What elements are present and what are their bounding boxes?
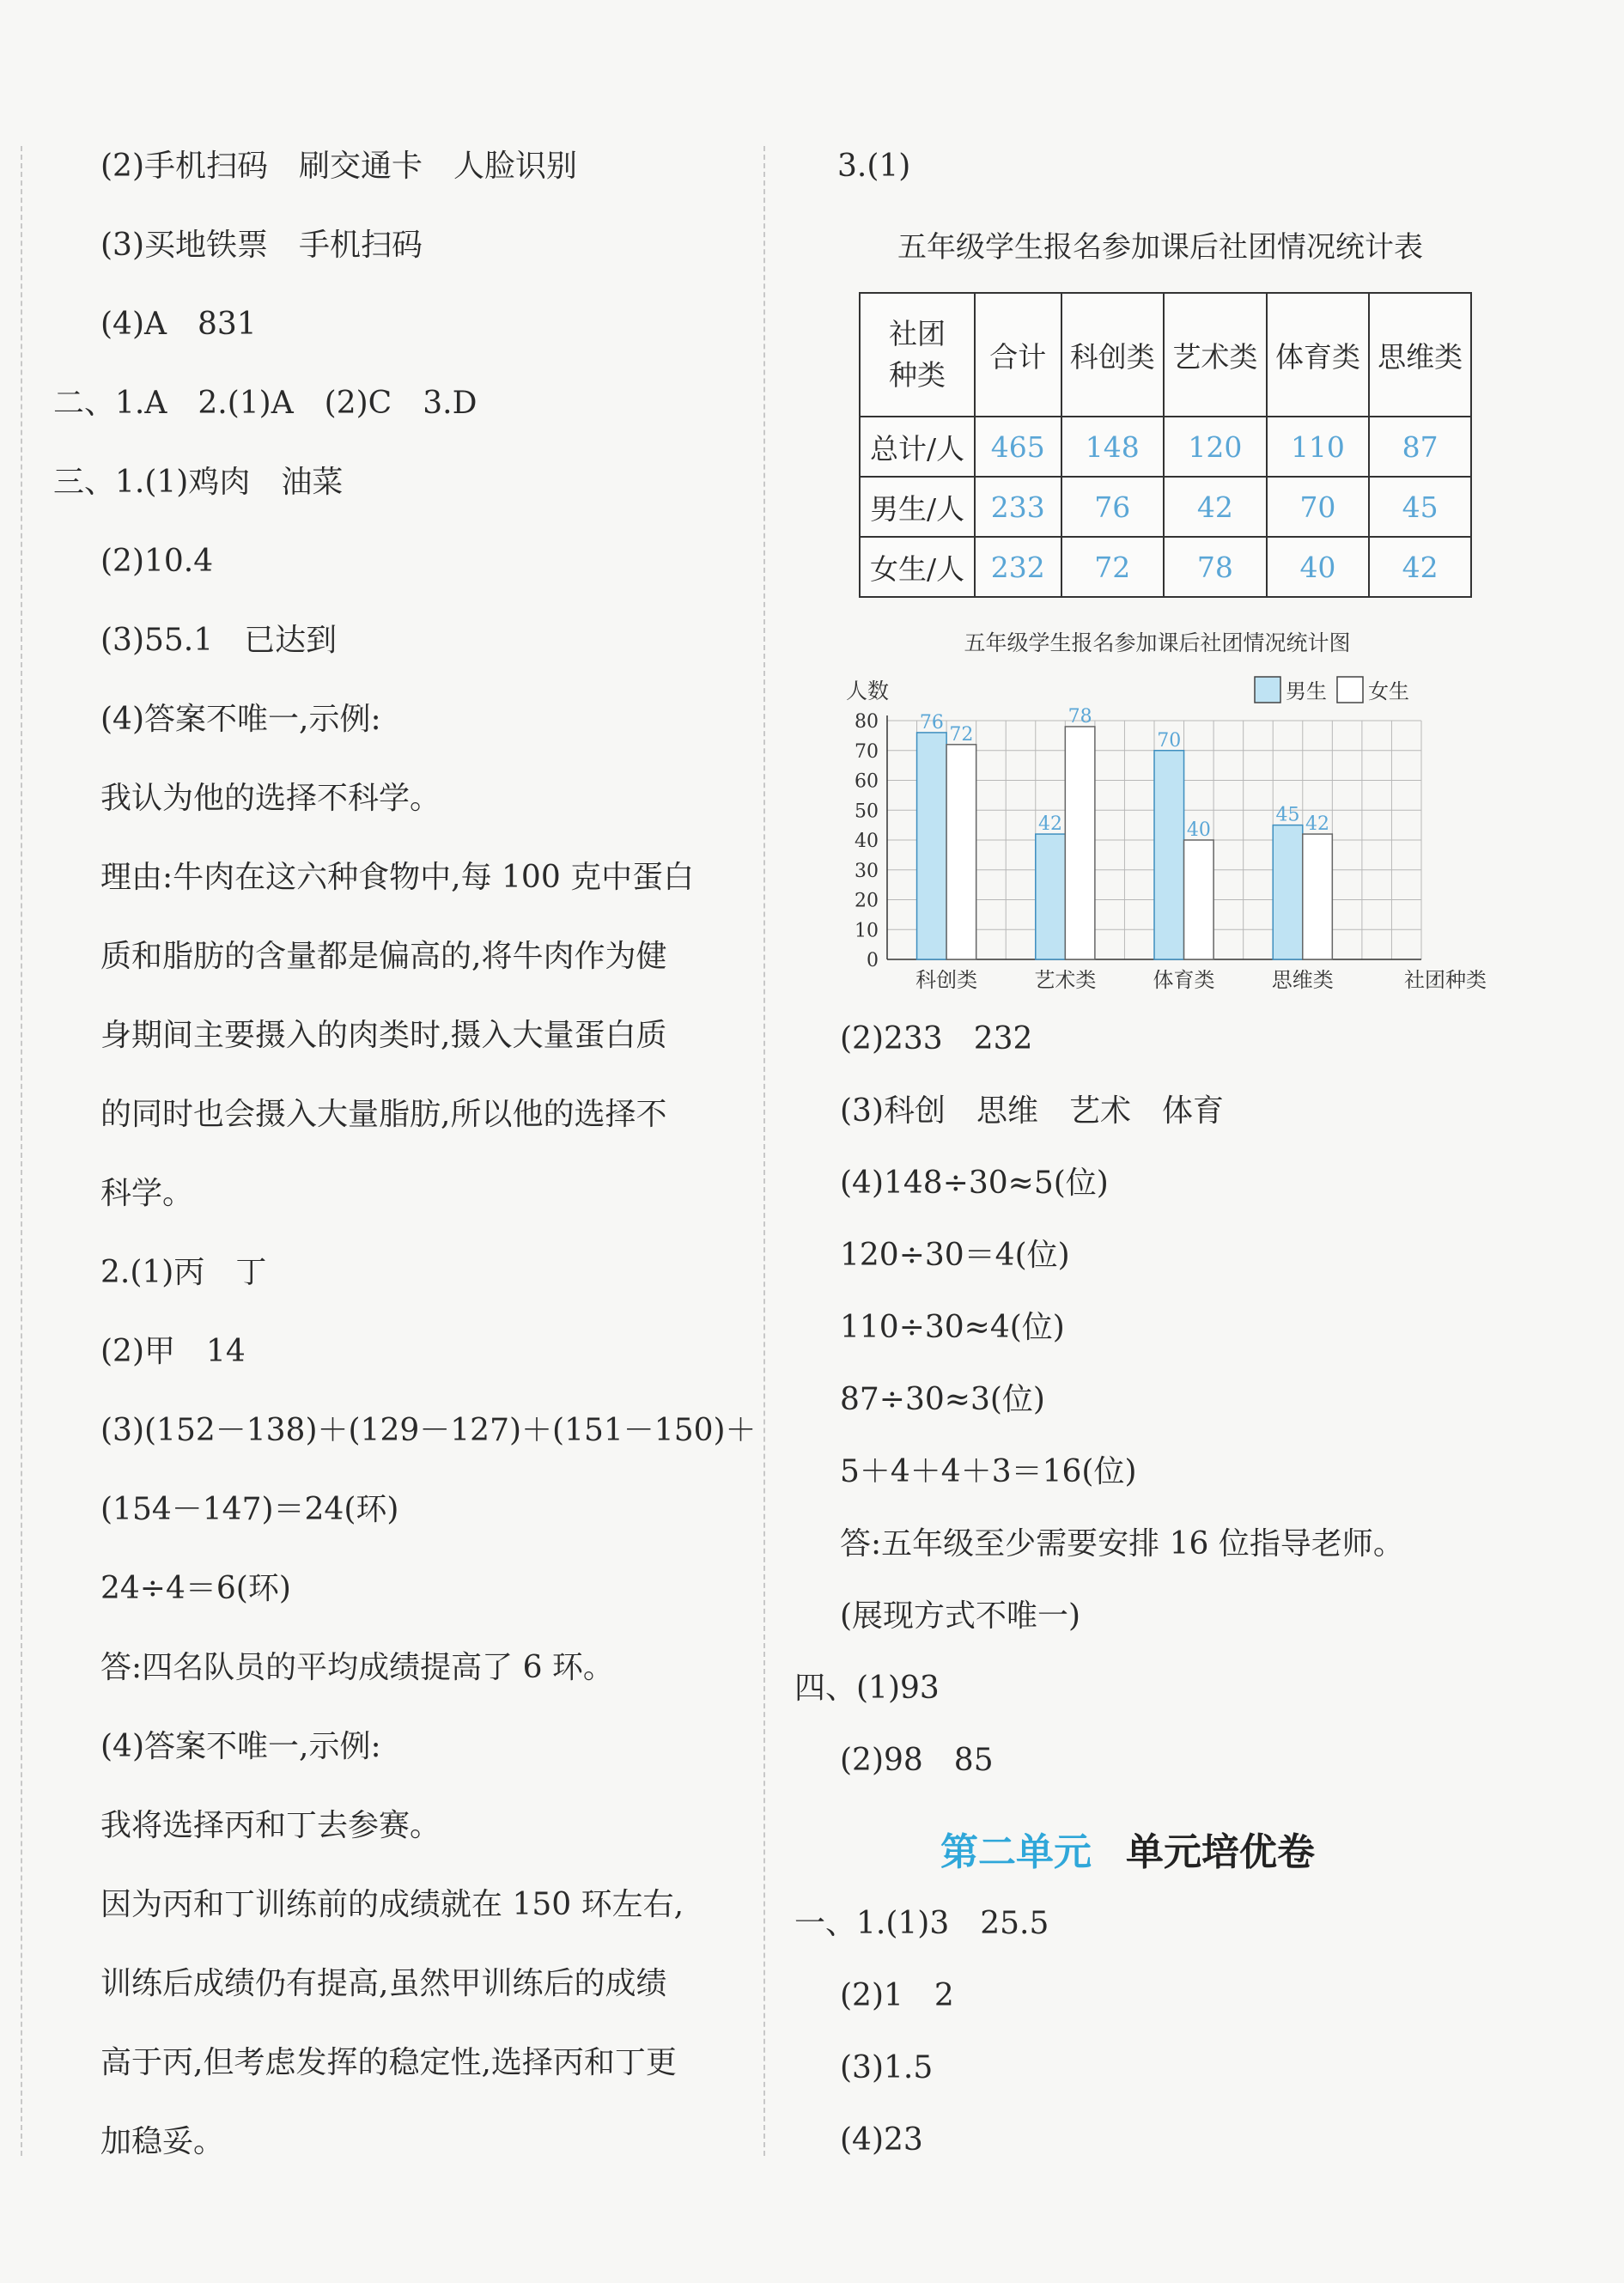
table-row <box>860 477 1471 537</box>
answer-line: (2)手机扫码 刷交通卡 人脸识别 <box>100 149 577 184</box>
answer-line: 答:五年级至少需要安排 16 位指导老师。 <box>840 1526 1404 1562</box>
x-tick-label: 科创类 <box>915 968 978 992</box>
section-two-line: 二、1.A 2.(1)A (2)C 3.D <box>53 386 477 421</box>
section-four-line: 四、(1)93 <box>794 1671 940 1706</box>
table-cell: 70 <box>1267 477 1370 537</box>
bar-chart <box>837 623 1487 992</box>
answer-line: (2)233 232 <box>840 1021 1033 1056</box>
y-tick-label: 80 <box>855 711 879 733</box>
bar-value-label: 78 <box>1067 705 1092 728</box>
answer-line: 答:四名队员的平均成绩提高了 6 环。 <box>100 1650 614 1685</box>
table-header-cell: 科创类 <box>1061 293 1165 417</box>
question-three-label: 3.(1) <box>837 149 911 184</box>
bar-female <box>1303 834 1333 959</box>
table-cell: 87 <box>1369 417 1471 477</box>
table-cell: 232 <box>975 537 1061 597</box>
unit-title-part2: 单元培优卷 <box>1126 1830 1315 1874</box>
bar-male <box>1154 751 1184 959</box>
unit-title-part1: 第二单元 <box>940 1830 1092 1874</box>
table-cell: 42 <box>1369 537 1471 597</box>
table-row <box>860 537 1471 597</box>
header-corner-text: 社团 种类 <box>889 317 946 392</box>
answer-line: (2)10.4 <box>100 544 214 579</box>
bar-male <box>1036 834 1066 959</box>
answer-line: 因为丙和丁训练前的成绩就在 150 环左右, <box>100 1887 684 1922</box>
table-cell: 148 <box>1061 417 1165 477</box>
table-header-cell: 合计 <box>975 293 1061 417</box>
table-cell: 72 <box>1061 537 1165 597</box>
answer-line: 87÷30≈3(位) <box>840 1382 1045 1417</box>
legend-label-male: 男生 <box>1286 679 1327 703</box>
answer-line: 理由:牛肉在这六种食物中,每 100 克中蛋白 <box>100 860 695 895</box>
answer-line: 24÷4＝6(环) <box>100 1571 291 1606</box>
answer-line: 质和脂肪的含量都是偏高的,将牛肉作为健 <box>100 939 667 974</box>
unit-title <box>940 1821 1315 1876</box>
y-tick-label: 10 <box>855 920 879 942</box>
bar-value-label: 76 <box>919 711 944 734</box>
answer-line: 我将选择丙和丁去参赛。 <box>100 1808 441 1843</box>
answer-line: (4)答案不唯一,示例: <box>100 702 381 737</box>
left-margin-divider <box>21 146 22 2156</box>
x-tick-label: 艺术类 <box>1034 968 1097 992</box>
table-cell: 42 <box>1164 477 1267 537</box>
answer-line: 的同时也会摄入大量脂肪,所以他的选择不 <box>100 1097 667 1132</box>
answer-line: (154－147)＝24(环) <box>100 1492 399 1527</box>
answer-line: (2)甲 14 <box>100 1334 246 1369</box>
row-label: 女生/人 <box>860 537 975 597</box>
answer-line: 110÷30≈4(位) <box>840 1310 1065 1345</box>
bar-female <box>1065 727 1095 959</box>
x-tick-label: 思维类 <box>1271 968 1334 992</box>
y-tick-label: 70 <box>855 740 879 763</box>
answer-line: (3)55.1 已达到 <box>100 623 338 658</box>
y-tick-label: 60 <box>855 770 879 793</box>
bar-value-label: 72 <box>949 723 974 746</box>
answer-line: 2.(1)丙 丁 <box>100 1255 267 1290</box>
answer-line: (2)98 85 <box>840 1743 994 1778</box>
legend-swatch-male <box>1255 677 1280 703</box>
x-axis-label: 社团种类 <box>1404 968 1487 992</box>
y-axis-label: 人数 <box>846 679 890 703</box>
bar-value-label: 70 <box>1157 729 1182 752</box>
answer-line: (4)答案不唯一,示例: <box>100 1729 381 1764</box>
bar-male <box>1273 825 1303 959</box>
answer-line: (3)科创 思维 艺术 体育 <box>840 1093 1224 1129</box>
answer-line: (4)23 <box>840 2122 923 2158</box>
table-cell: 233 <box>975 477 1061 537</box>
chart-title: 五年级学生报名参加课后社团情况统计图 <box>964 630 1351 655</box>
table-cell: 76 <box>1061 477 1165 537</box>
answer-line: 我认为他的选择不科学。 <box>100 781 441 816</box>
section-one-line: 一、1.(1)3 25.5 <box>794 1906 1049 1941</box>
y-tick-label: 30 <box>855 860 879 882</box>
answer-line: (4)148÷30≈5(位) <box>840 1166 1109 1201</box>
y-tick-label: 50 <box>855 801 879 823</box>
bar-male <box>917 733 947 959</box>
table-cell: 40 <box>1267 537 1370 597</box>
y-tick-label: 40 <box>855 831 879 852</box>
legend-label-female: 女生 <box>1368 679 1409 703</box>
table-header-cell <box>860 293 975 417</box>
bar-value-label: 42 <box>1305 813 1330 836</box>
answer-line: 科学。 <box>100 1176 194 1211</box>
table-cell: 45 <box>1369 477 1471 537</box>
answer-line: 5＋4＋4＋3＝16(位) <box>840 1454 1137 1489</box>
answer-line: (2)1 2 <box>840 1978 954 2013</box>
row-label: 男生/人 <box>860 477 975 537</box>
answer-line: (3)1.5 <box>840 2050 934 2085</box>
row-label: 总计/人 <box>860 417 975 477</box>
bar-value-label: 45 <box>1275 804 1300 826</box>
answer-line: 120÷30＝4(位) <box>840 1238 1070 1273</box>
table-row <box>860 417 1471 477</box>
answer-line: (4)A 831 <box>100 307 257 342</box>
table-cell: 120 <box>1164 417 1267 477</box>
bar-female <box>1184 840 1214 959</box>
answer-line: 高于丙,但考虑发挥的稳定性,选择丙和丁更 <box>100 2045 677 2080</box>
legend-swatch-female <box>1337 677 1363 703</box>
answer-line: (3)买地铁票 手机扫码 <box>100 228 423 263</box>
bar-value-label: 40 <box>1186 819 1211 841</box>
section-three-line: 三、1.(1)鸡肉 油菜 <box>53 465 344 500</box>
table-cell: 110 <box>1267 417 1370 477</box>
statistics-table <box>859 292 1472 598</box>
x-tick-label: 体育类 <box>1153 968 1215 992</box>
answer-line: 加稳妥。 <box>100 2124 225 2159</box>
bar-female <box>946 745 976 959</box>
table-header-cell: 思维类 <box>1369 293 1471 417</box>
column-divider <box>763 146 765 2156</box>
answer-line: 身期间主要摄入的肉类时,摄入大量蛋白质 <box>100 1018 667 1053</box>
table-cell: 465 <box>975 417 1061 477</box>
y-tick-label: 0 <box>867 950 879 971</box>
table-header-cell: 体育类 <box>1267 293 1370 417</box>
table-header-row <box>860 293 1471 417</box>
answer-line: (展现方式不唯一) <box>840 1598 1081 1634</box>
table-header-cell: 艺术类 <box>1164 293 1267 417</box>
table-cell: 78 <box>1164 537 1267 597</box>
answer-line: 训练后成绩仍有提高,虽然甲训练后的成绩 <box>100 1966 667 2001</box>
table-title: 五年级学生报名参加课后社团情况统计表 <box>897 230 1423 265</box>
y-tick-label: 20 <box>855 890 879 912</box>
answer-line: (3)(152－138)＋(129－127)＋(151－150)＋ <box>100 1413 757 1448</box>
bar-value-label: 42 <box>1038 813 1063 836</box>
